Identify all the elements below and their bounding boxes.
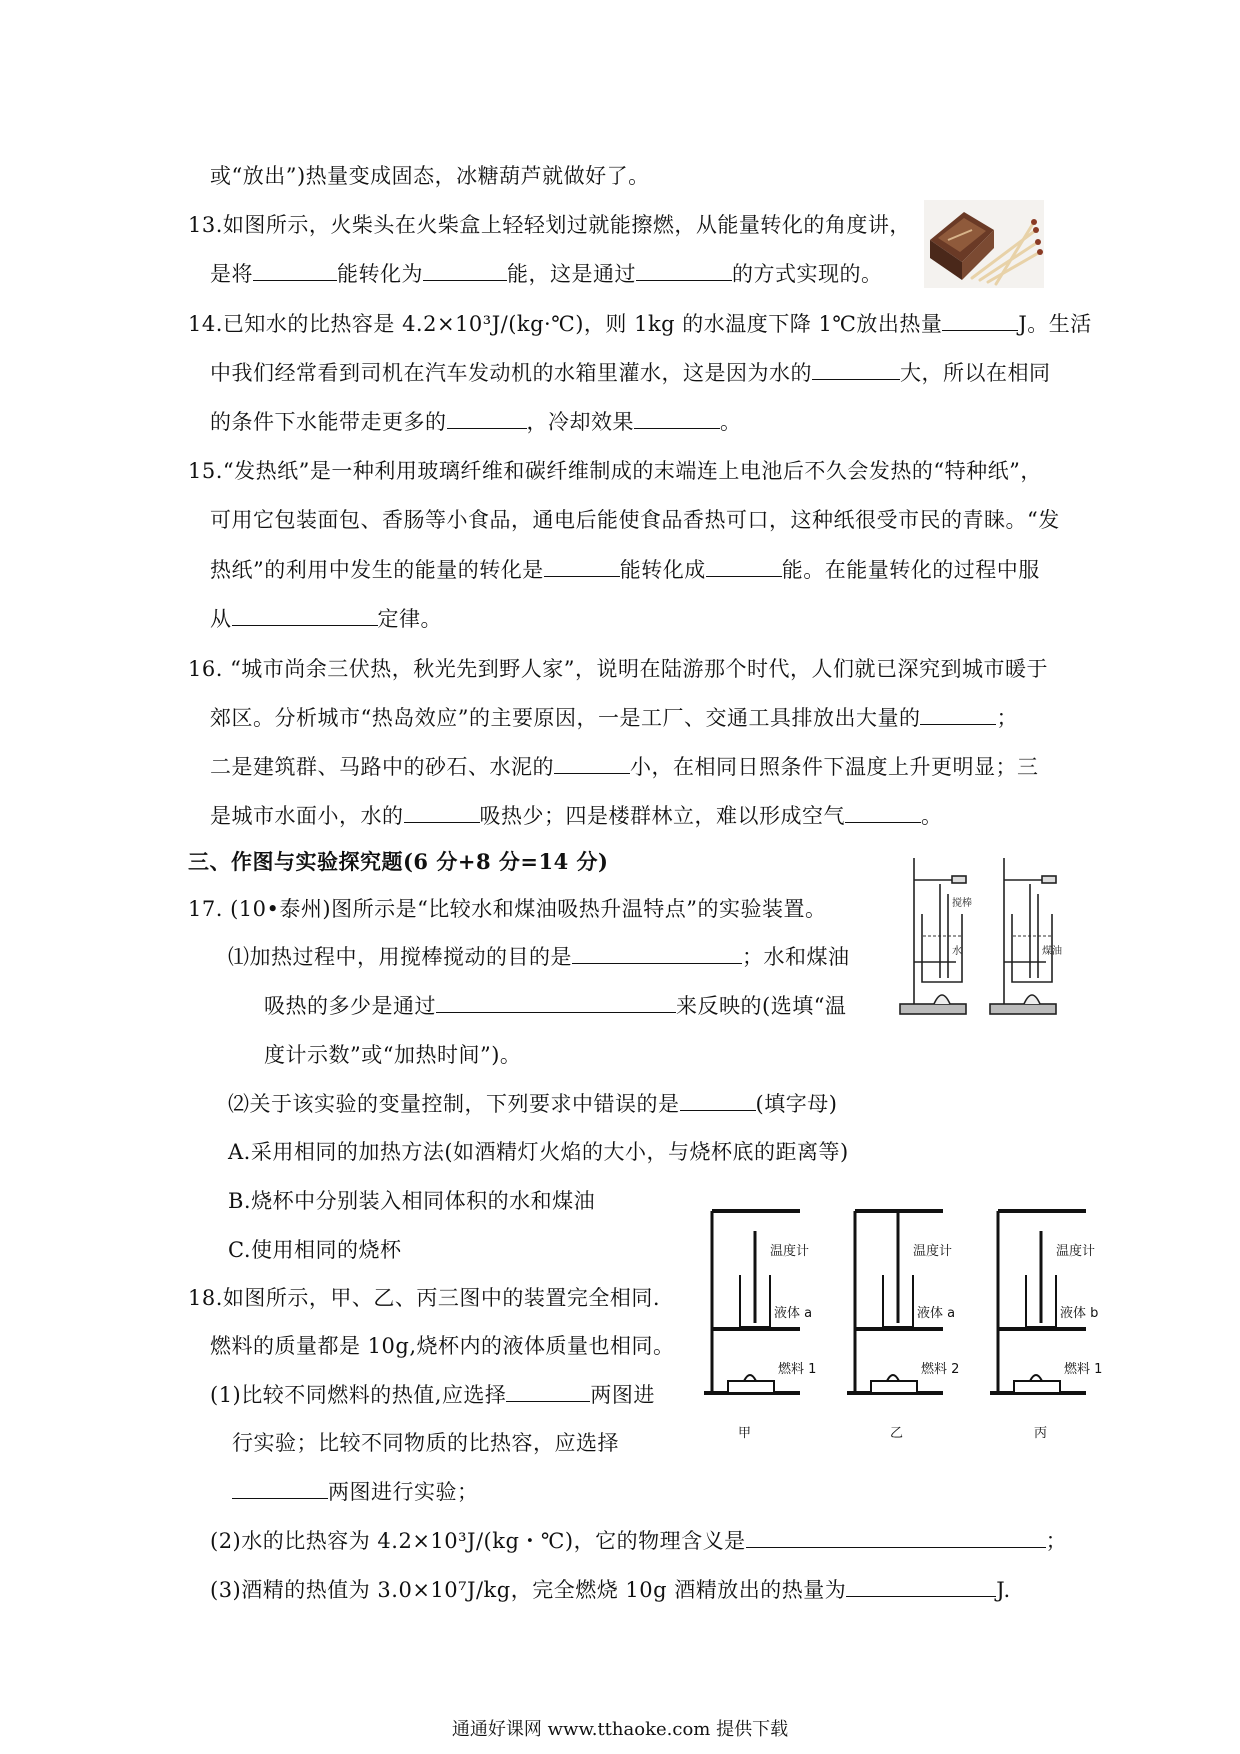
question-17: 17. (10•泰州)图所示是“比较水和煤油吸热升温特点”的实验装置。 <box>188 897 827 921</box>
answer-blank[interactable] <box>942 310 1018 331</box>
question-16-line2: 郊区。分析城市“热岛效应”的主要原因，一是工厂、交通工具排放出大量的 ； <box>210 706 1018 730</box>
caption-bing: 丙 <box>1034 1426 1048 1441</box>
answer-blank[interactable] <box>544 556 620 577</box>
question-14-line2: 中我们经常看到司机在汽车发动机的水箱里灌水，这是因为水的 大，所以在相同 <box>210 361 1051 385</box>
question-17-part1-line3: 度计示数”或“加热时间”)。 <box>264 1043 522 1067</box>
answer-blank[interactable] <box>746 1527 1046 1548</box>
answer-blank[interactable] <box>506 1381 590 1402</box>
question-18-part3: (3)酒精的热值为 3.0×10⁷J/kg，完全燃烧 10g 酒精放出的热量为 J. <box>210 1578 1011 1602</box>
question-18-part1-line3: 两图进行实验； <box>232 1478 479 1506</box>
answer-blank[interactable] <box>846 1576 996 1597</box>
question-14: 14.已知水的比热容是 4.2×10³J/(kg·℃)，则 1kg 的水温度下降 1℃放出热量 J。生活 <box>188 312 1092 336</box>
option-a: A.采用相同的加热方法(如酒精灯火焰的大小，与烧杯底的距离等) <box>228 1140 849 1164</box>
option-c: C.使用相同的烧杯 <box>228 1238 402 1262</box>
question-17-part1-line2: 吸热的多少是通过 来反映的(选填“温 <box>264 994 847 1018</box>
answer-blank[interactable] <box>634 408 720 429</box>
question-13-blanks: 是将 能转化为 能，这是通过 的方式实现的。 <box>210 262 883 286</box>
question-16-line4: 是城市水面小，水的 吸热少；四是楼群林立，难以形成空气 。 <box>210 804 943 828</box>
question-17-part1: ⑴加热过程中，用搅棒搅动的目的是 ；水和煤油 <box>228 945 850 969</box>
label-fuel-1: 燃料 1 <box>778 1362 817 1377</box>
answer-blank[interactable] <box>920 704 996 725</box>
question-18-part1-line2: 行实验；比较不同物质的比热容，应选择 <box>232 1431 619 1455</box>
answer-blank[interactable] <box>436 992 676 1013</box>
caption-yi: 乙 <box>890 1426 904 1441</box>
label-liquid-a: 液体 a <box>917 1306 956 1321</box>
answer-blank[interactable] <box>232 1478 328 1499</box>
label-kerosene: 煤油 <box>1042 946 1062 957</box>
answer-blank[interactable] <box>447 408 527 429</box>
answer-blank[interactable] <box>253 260 337 281</box>
question-15-line4: 从 定律。 <box>210 607 442 631</box>
answer-blank[interactable] <box>572 943 742 964</box>
label-fuel-1: 燃料 1 <box>1064 1362 1103 1377</box>
section-3-heading: 三、作图与实验探究题(6 分+8 分=14 分) <box>188 849 609 874</box>
question-18: 18.如图所示，甲、乙、丙三图中的装置完全相同. <box>188 1286 661 1310</box>
option-b: B.烧杯中分别装入相同体积的水和煤油 <box>228 1189 596 1213</box>
label-thermometer: 温度计 <box>1056 1244 1096 1259</box>
answer-blank[interactable] <box>636 260 732 281</box>
label-fuel-2: 燃料 2 <box>921 1362 960 1377</box>
question-17-part2: ⑵关于该实验的变量控制，下列要求中错误的是 (填字母) <box>228 1092 838 1116</box>
label-liquid-a: 液体 a <box>774 1306 813 1321</box>
label-thermometer: 温度计 <box>770 1244 810 1259</box>
answer-blank[interactable] <box>845 802 921 823</box>
question-16-line3: 二是建筑群、马路中的砂石、水泥的 小，在相同日照条件下温度上升更明显；三 <box>210 755 1039 779</box>
answer-blank[interactable] <box>554 753 630 774</box>
matchbox-figure <box>924 200 1044 288</box>
label-stirrer: 搅棒 <box>952 898 972 909</box>
answer-blank[interactable] <box>404 802 480 823</box>
label-water: 水 <box>952 946 962 957</box>
question-18-part2: (2)水的比热容为 4.2×10³J/(kg・℃)，它的物理含义是 ； <box>210 1529 1068 1553</box>
question-13: 13.如图所示，火柴头在火柴盒上轻轻划过就能擦燃，从能量转化的角度讲， <box>188 213 911 237</box>
answer-blank[interactable] <box>706 556 782 577</box>
answer-blank[interactable] <box>680 1090 756 1111</box>
question-16: 16. “城市尚余三伏热，秋光先到野人家”，说明在陆游那个时代，人们就已深究到城市暖于 <box>188 657 1049 681</box>
text-line: 或“放出”)热量变成固态，冰糖葫芦就做好了。 <box>210 164 650 188</box>
question-15-line2: 可用它包装面包、香肠等小食品，通电后能使食品香热可口，这种纸很受市民的青睐。“发 <box>210 508 1060 532</box>
question-14-line3: 的条件下水能带走更多的 ，冷却效果 。 <box>210 410 742 434</box>
question-18-line2: 燃料的质量都是 10g,烧杯内的液体质量也相同。 <box>210 1334 675 1358</box>
answer-blank[interactable] <box>423 260 507 281</box>
caption-jia: 甲 <box>738 1426 752 1441</box>
figure-17-apparatus <box>890 854 1080 1022</box>
answer-blank[interactable] <box>232 605 378 626</box>
label-thermometer: 温度计 <box>913 1244 953 1259</box>
answer-blank[interactable] <box>812 359 900 380</box>
label-liquid-b: 液体 b <box>1060 1306 1099 1321</box>
question-15-line3: 热纸”的利用中发生的能量的转化是 能转化成 能。在能量转化的过程中服 <box>210 558 1040 582</box>
figure-18-apparatus <box>700 1205 1130 1445</box>
question-15: 15.“发热纸”是一种利用玻璃纤维和碳纤维制成的末端连上电池后不久会发热的“特种纸”， <box>188 459 1042 483</box>
page-footer: 通通好课网 www.tthaoke.com 提供下载 <box>451 1719 789 1740</box>
question-18-part1: (1)比较不同燃料的热值,应选择 两图进 <box>210 1383 655 1407</box>
